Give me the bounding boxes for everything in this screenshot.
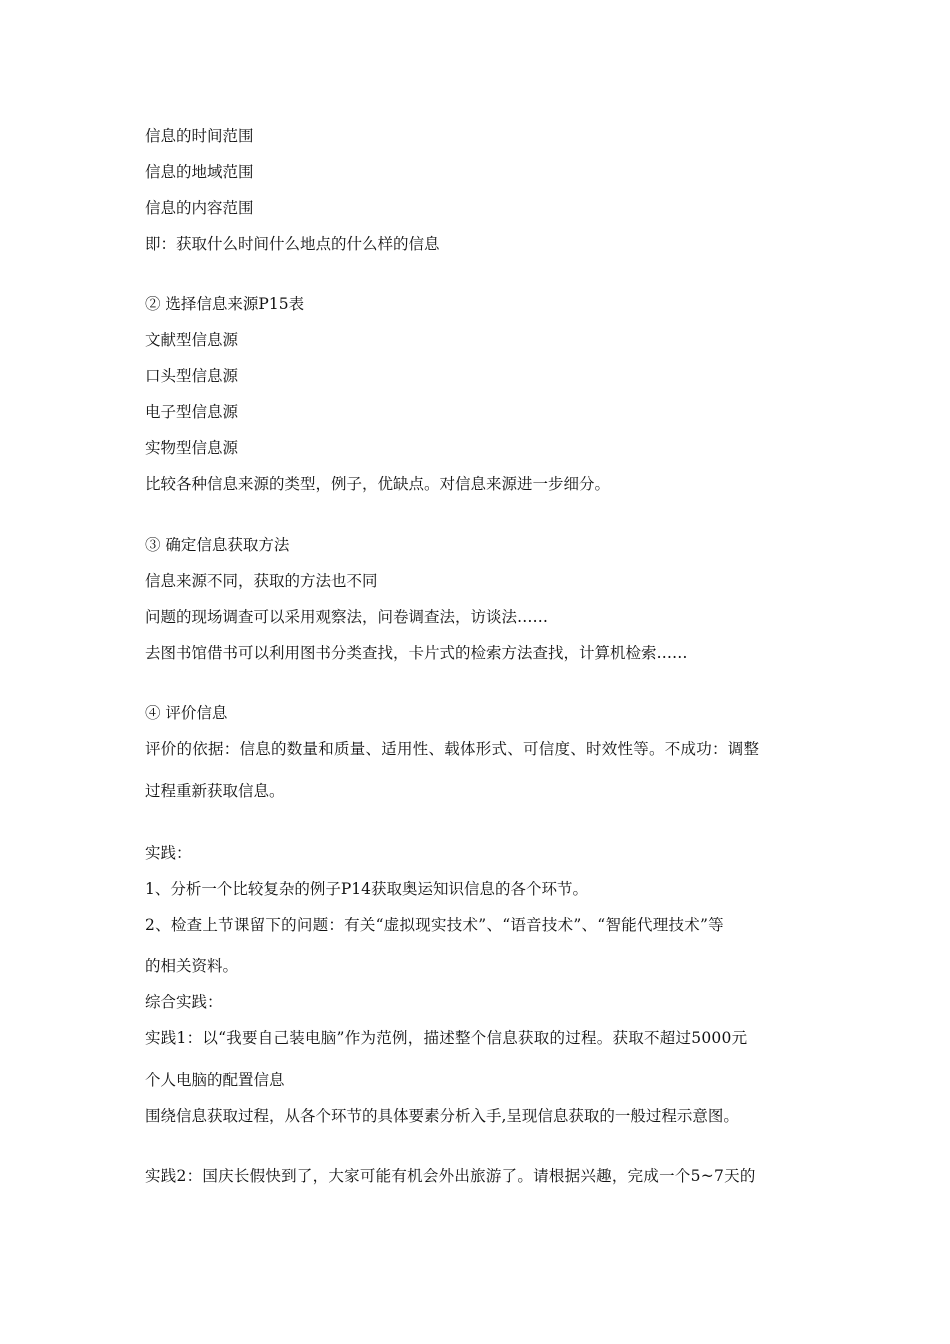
section-heading: ② 选择信息来源P15表: [145, 295, 305, 313]
text-line: 口头型信息源: [145, 367, 239, 385]
text-line: 评价的依据：信息的数量和质量、适用性、载体形式、可信度、时效性等。不成功：调整: [145, 740, 760, 758]
text-line: 电子型信息源: [145, 403, 239, 421]
text-line: 信息的地域范围: [145, 163, 254, 181]
text-line: 过程重新获取信息。: [145, 782, 285, 800]
text-line: 的相关资料。: [145, 957, 239, 975]
text-line: 比较各种信息来源的类型，例子，优缺点。对信息来源进一步细分。: [145, 475, 611, 493]
text-line: 围绕信息获取过程，从各个环节的具体要素分析入手,呈现信息获取的一般过程示意图。: [145, 1107, 739, 1125]
text-line: 1、分析一个比较复杂的例子P14获取奥运知识信息的各个环节。: [145, 880, 589, 898]
section-heading: 实践：: [145, 844, 192, 862]
text-line: 2、检查上节课留下的问题：有关“虚拟现实技术”、“语音技术”、“智能代理技术”等: [145, 916, 724, 934]
text-line: 实践2：国庆长假快到了，大家可能有机会外出旅游了。请根据兴趣，完成一个5~7天的: [145, 1167, 756, 1185]
text-line: 信息的时间范围: [145, 127, 254, 145]
text-line: 去图书馆借书可以利用图书分类查找，卡片式的检索方法查找，计算机检索……: [145, 644, 688, 662]
text-line: 问题的现场调查可以采用观察法，问卷调查法，访谈法……: [145, 608, 549, 626]
text-line: 实物型信息源: [145, 439, 239, 457]
section-heading: ④ 评价信息: [145, 704, 228, 722]
text-line: 个人电脑的配置信息: [145, 1071, 285, 1089]
section-heading: 综合实践：: [145, 993, 223, 1011]
section-heading: ③ 确定信息获取方法: [145, 536, 290, 554]
text-line: 信息来源不同，获取的方法也不同: [145, 572, 378, 590]
text-line: 文献型信息源: [145, 331, 239, 349]
text-line: 实践1：以“我要自己装电脑”作为范例，描述整个信息获取的过程。获取不超过5000元: [145, 1029, 748, 1047]
text-line: 即：获取什么时间什么地点的什么样的信息: [145, 235, 440, 253]
text-line: 信息的内容范围: [145, 199, 254, 217]
